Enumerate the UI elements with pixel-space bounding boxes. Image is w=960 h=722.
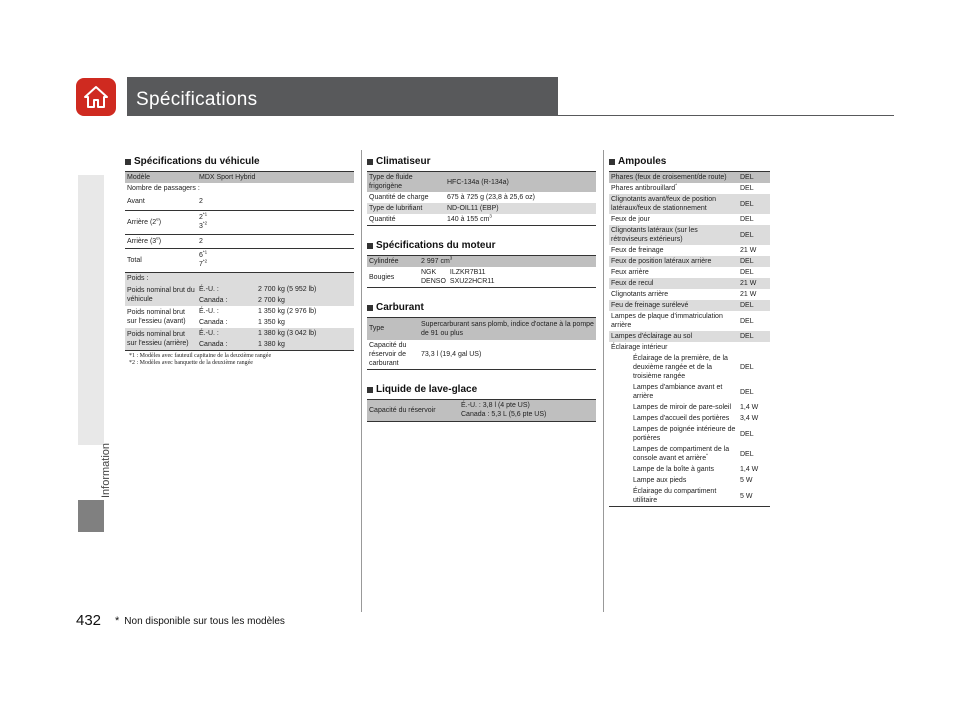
vehicle-specs-table xyxy=(125,171,354,351)
title-bar xyxy=(127,77,558,115)
table-row: Feux de recul 21 W xyxy=(609,278,770,289)
table-row: Lampes de poignée intérieure de portières DEL xyxy=(633,426,754,442)
table-row: Lampes d'ambiance avant et arrière DEL xyxy=(633,384,754,400)
table-row: Bougies NGK DENSO ILZKR7B11 SXU22HCR11 xyxy=(369,269,495,285)
home-button[interactable] xyxy=(76,78,116,116)
table-row: Éclairage du compartiment utilitaire 5 W xyxy=(633,488,753,504)
table-row: Feux de position latéraux arrière DEL xyxy=(609,256,770,267)
square-bullet-icon xyxy=(367,305,373,311)
sidebar-section-marker[interactable] xyxy=(78,500,104,532)
column-divider xyxy=(361,150,362,612)
sidebar-tab xyxy=(78,175,104,445)
page-title: Spécifications xyxy=(136,89,258,110)
square-bullet-icon xyxy=(609,159,615,165)
table-row: Canada : 2 700 kg xyxy=(125,295,354,306)
table-row: Total 6$^{*1}$ 7$^{*2}$ xyxy=(127,249,208,268)
table-row: Capacité du réservoir É.-U. : 3,8 l (4 pte US) Canada : 5,3 L (5,6 pte US) xyxy=(367,399,596,421)
table-row: Quantité 140 à 155 $cm^3$ xyxy=(369,213,492,223)
table-row: Lampes d'accueil des portières 3,4 W xyxy=(633,415,759,422)
sidebar-label: Information xyxy=(100,442,112,498)
washer-table xyxy=(367,399,596,422)
table-row: Lampes de miroir de pare-soleil 1,4 W xyxy=(633,404,759,411)
table-row: Quantité de charge 675 à 725 g (23,8 à 25,6 oz) xyxy=(369,194,535,201)
page-number: 432 xyxy=(76,612,102,629)
table-row: Canada : 1 380 kg xyxy=(125,339,354,351)
table-row: Feu de freinage surélevé DEL xyxy=(609,300,770,311)
table-row: Lampes d'éclairage au sol DEL xyxy=(609,331,770,342)
table-row: Clignotants avant/feux de position latéraux/feux de stationnement DEL xyxy=(609,194,770,214)
section-title: Liquide de lave-glace xyxy=(367,384,596,396)
table-row: Feux de freinage 21 W xyxy=(611,247,757,254)
table-row: Avant 2 xyxy=(125,194,354,210)
square-bullet-icon xyxy=(367,243,373,249)
vehicle-specs-section xyxy=(125,156,354,367)
table-row: Phares antibrouillard* DEL xyxy=(611,182,754,192)
table-row: Éclairage de la première, de la deuxième rangée et de la troisième rangée DEL xyxy=(633,355,754,380)
home-icon xyxy=(83,85,109,109)
table-header: Modèle MDX Sport Hybrid xyxy=(125,172,354,184)
table-row: Nombre de passagers : xyxy=(127,185,200,192)
table-row: Phares (feux de croisement/de route) DEL xyxy=(609,172,770,184)
square-bullet-icon xyxy=(125,159,131,165)
title-rule xyxy=(127,115,894,116)
table-row: Type Supercarburant sans plomb, indice d'octane à la pompe de 91 ou plus xyxy=(367,318,596,340)
table-row: Feux arrière DEL xyxy=(611,269,754,276)
table-row: Poids nominal brut sur l'essieu (avant) É.-U. : 1 350 kg (2 976 lb) xyxy=(127,307,317,325)
column-divider xyxy=(603,150,604,612)
table-row: Poids : xyxy=(125,272,354,284)
table-row: Type de lubrifiant ND-OIL11 (EBP) xyxy=(367,203,596,214)
table-row: Arrière (2e) 2$^{*1}$ 3$^{*2}$ xyxy=(125,210,354,234)
table-row: Lampes de compartiment de la console avant et arrière* DEL xyxy=(633,446,754,462)
table-row: Type de fluide frigorigène HFC-134a (R-134a) xyxy=(367,172,596,193)
table-row: Lampe aux pieds 5 W xyxy=(633,477,753,484)
section-title: Climatiseur xyxy=(367,156,596,168)
section-title: Spécifications du véhicule xyxy=(125,156,354,168)
square-bullet-icon xyxy=(367,159,373,165)
table-notes: *1 : Modèles avec fauteuil capitaine de la deuxième rangée *2 : Modèles avec banquette de la deuxième rangée xyxy=(129,352,272,366)
table-row: Poids nominal brut du véhicule É.-U. : 2 700 kg (5 952 lb) xyxy=(125,284,354,295)
ac-table xyxy=(367,171,596,226)
bulbs-section xyxy=(609,156,770,507)
table-row: Arrière (3e) 2 xyxy=(125,234,354,248)
table-row: Lampe de la boîte à gants 1,4 W xyxy=(633,466,759,473)
bulbs-table xyxy=(609,171,770,507)
table-row: Cylindrée 2 997 $cm^3$ xyxy=(367,256,596,268)
table-row: Lampes de plaque d'immatriculation arrière DEL xyxy=(611,313,754,329)
section-title: Spécifications du moteur xyxy=(367,240,596,252)
footnote: * Non disponible sur tous les modèles xyxy=(115,615,285,627)
engine-table xyxy=(367,255,596,288)
table-row: Feux de jour DEL xyxy=(611,216,754,223)
table-row: Clignotants arrière 21 W xyxy=(611,291,757,298)
table-row: Canada : 1 350 kg xyxy=(199,318,285,326)
section-title: Carburant xyxy=(367,302,596,314)
fuel-table xyxy=(367,317,596,370)
table-row: Clignotants latéraux (sur les rétroviseurs extérieurs) DEL xyxy=(609,225,770,245)
table-row: Capacité du réservoir de carburant 73,3 l (19,4 gal US) xyxy=(369,341,482,367)
table-row: Poids nominal brut sur l'essieu (arrière) É.-U. : 1 380 kg (3 042 lb) xyxy=(125,328,354,339)
section-title: Ampoules xyxy=(609,156,770,168)
table-row: Éclairage intérieur xyxy=(611,344,668,351)
square-bullet-icon xyxy=(367,387,373,393)
middle-column xyxy=(367,156,596,422)
